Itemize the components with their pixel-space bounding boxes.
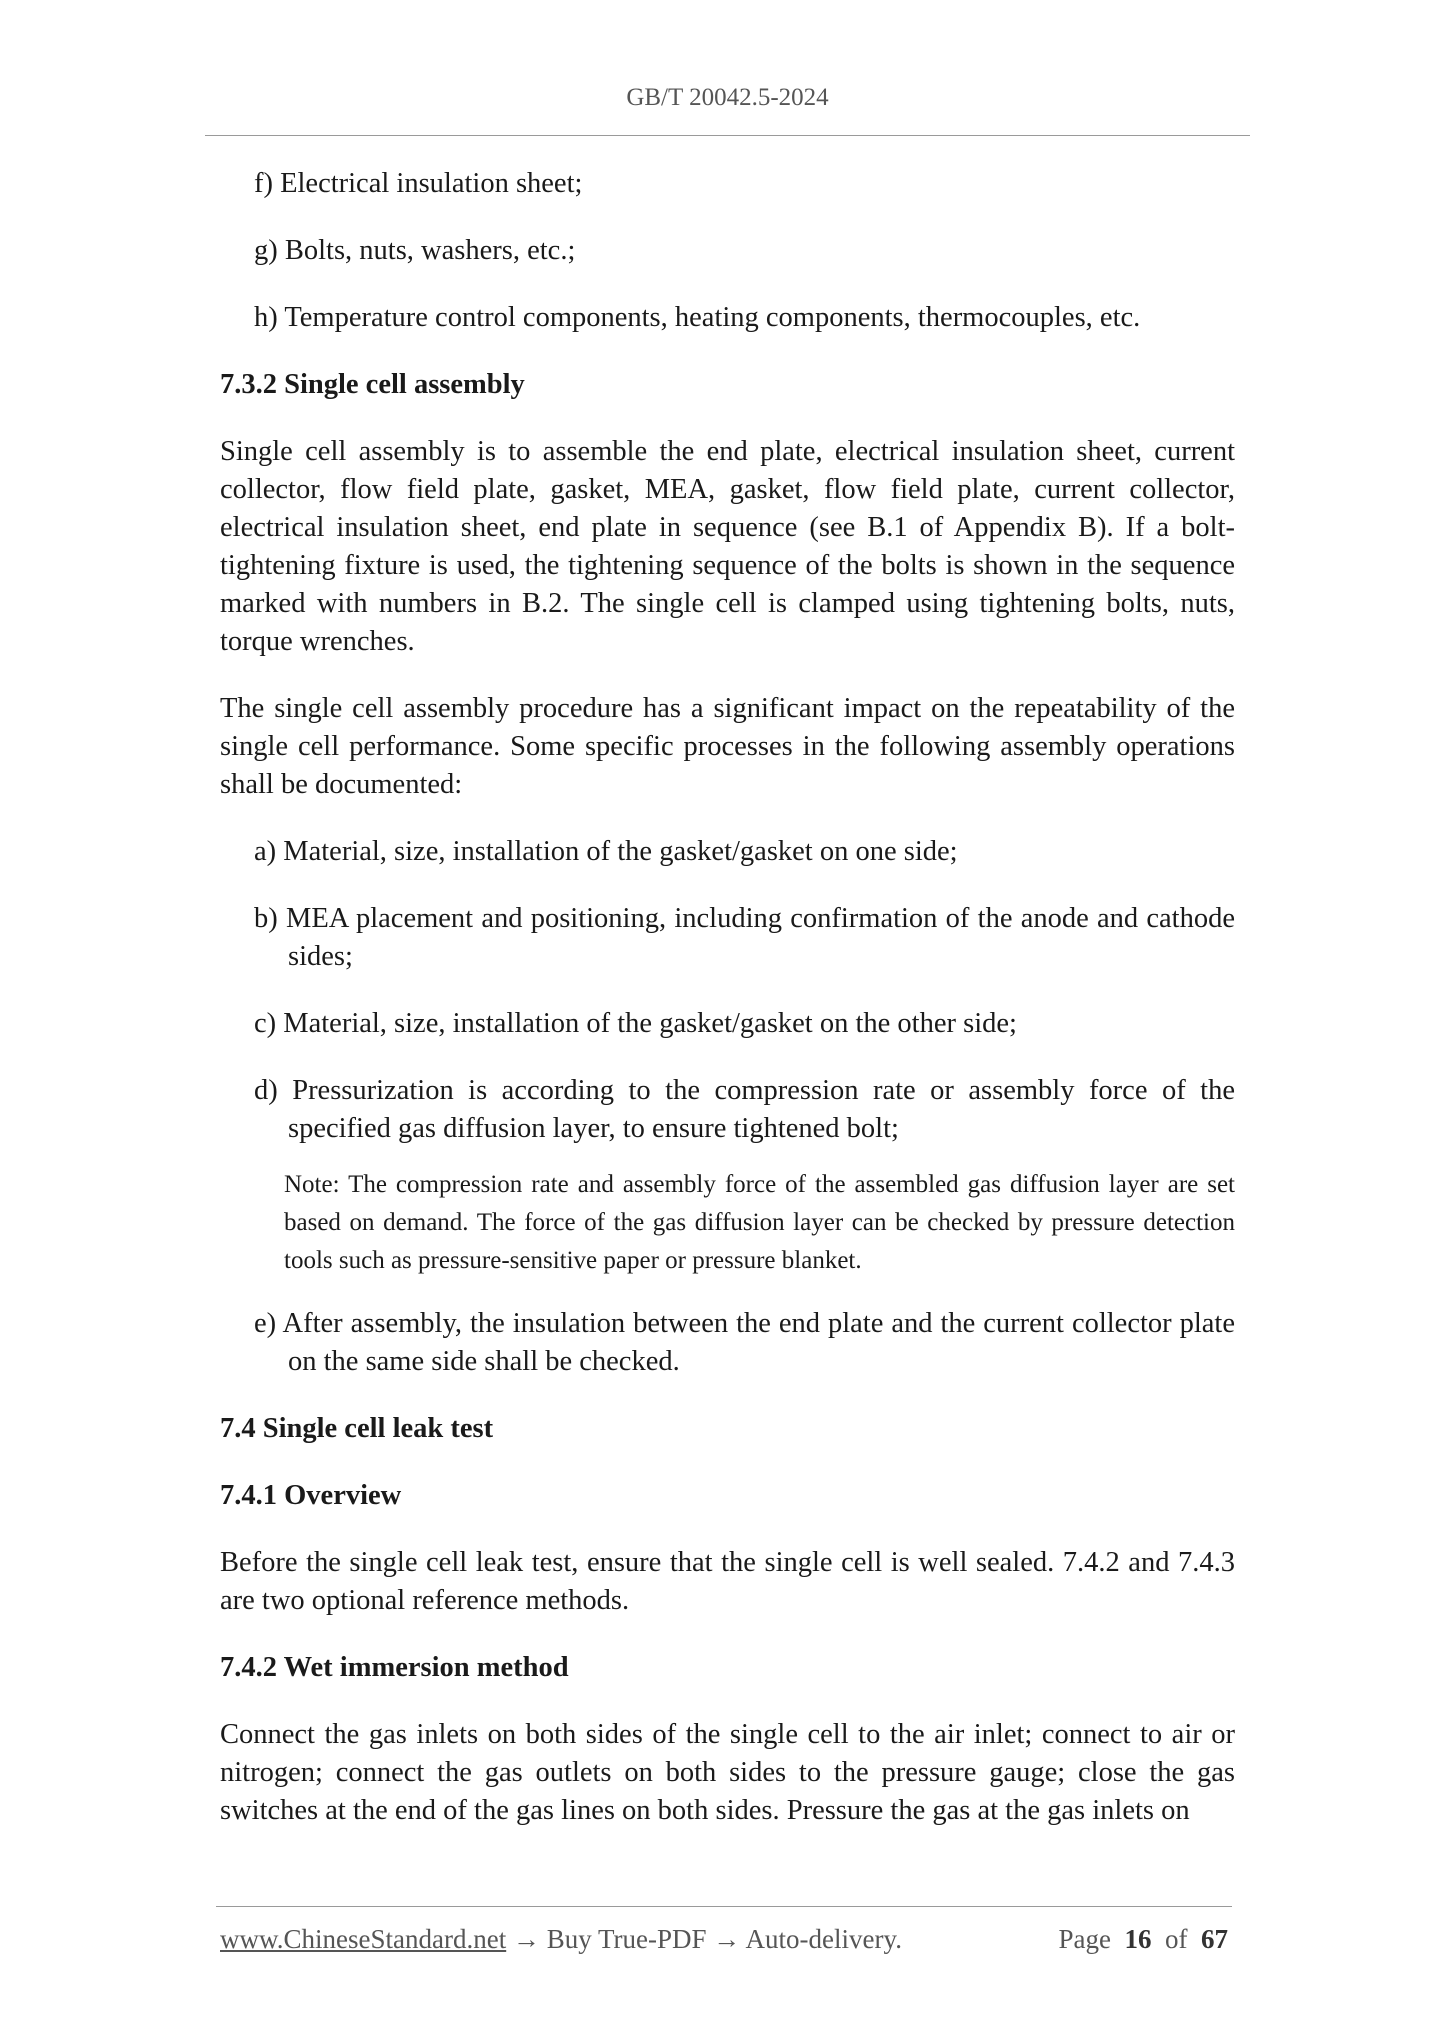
promo-text: → Buy True-PDF → Auto-delivery. [506, 1924, 902, 1954]
paragraph-wet-immersion: Connect the gas inlets on both sides of the single cell to the air inlet; connect to air or nitrogen; connect the gas outlets on both sides to the pressure gauge; close the gas switches at the end of the gas lines on both sides. Pressure the gas at the gas inlets on [220, 1719, 1235, 1826]
list-item: f) Electrical insulation sheet; [254, 168, 583, 199]
current-page: 16 [1124, 1924, 1152, 1954]
header-divider [205, 135, 1250, 136]
list-item: h) Temperature control components, heating components, thermocouples, etc. [254, 302, 1141, 333]
section-heading-7-4-1: 7.4.1 Overview [220, 1480, 402, 1511]
list-item: d) Pressurization is according to the compression rate or assembly force of the specified gas diffusion layer, to ensure tightened bolt; [254, 1075, 1235, 1144]
note-text: Note: The compression rate and assembly force of the assembled gas diffusion layer are set based on demand. The force of the gas diffusion layer can be checked by pressure detection tools such as pressure-sensitive paper or pressure blanket. [284, 1171, 1235, 1274]
website-link[interactable]: www.ChineseStandard.net [220, 1924, 507, 1954]
paragraph-procedure: The single cell assembly procedure has a significant impact on the repeatability of the single cell performance. Some specific processes in the following assembly operations shall be documented: [220, 693, 1235, 800]
section-heading-7-4-2: 7.4.2 Wet immersion method [220, 1652, 569, 1683]
total-pages: 67 [1201, 1924, 1228, 1954]
page-footer [220, 1924, 1228, 1955]
section-heading-7-3-2: 7.3.2 Single cell assembly [220, 369, 525, 400]
paragraph-overview: Before the single cell leak test, ensure that the single cell is well sealed. 7.4.2 and 7.4.3 are two optional reference methods. [220, 1547, 1235, 1616]
paragraph-assembly: Single cell assembly is to assemble the end plate, electrical insulation sheet, current collector, flow field plate, gasket, MEA, gasket, flow field plate, current collector, electrical insulation sheet, end plate in sequence (see B.1 of Appendix B). If a bolt-tightening fixture is used, the tightening sequence of the bolts is shown in the sequence marked with numbers in B.2. The single cell is clamped using tightening bolts, nuts, torque wrenches. [220, 436, 1235, 657]
list-item: a) Material, size, installation of the gasket/gasket on one side; [254, 836, 958, 867]
list-item: c) Material, size, installation of the gasket/gasket on the other side; [254, 1008, 1017, 1039]
page-content [220, 165, 1235, 1859]
footer-divider [216, 1906, 1232, 1907]
section-heading-7-4: 7.4 Single cell leak test [220, 1413, 494, 1444]
list-item: b) MEA placement and positioning, including confirmation of the anode and cathode sides; [254, 903, 1235, 972]
list-item: g) Bolts, nuts, washers, etc.; [254, 235, 576, 266]
page-number: Page 16 of 67 [1058, 1924, 1228, 1954]
document-id-header: GB/T 20042.5-2024 [626, 84, 829, 111]
list-item: e) After assembly, the insulation between the end plate and the current collector plate on the same side shall be checked. [254, 1308, 1235, 1377]
footer-promo [220, 1924, 902, 1955]
